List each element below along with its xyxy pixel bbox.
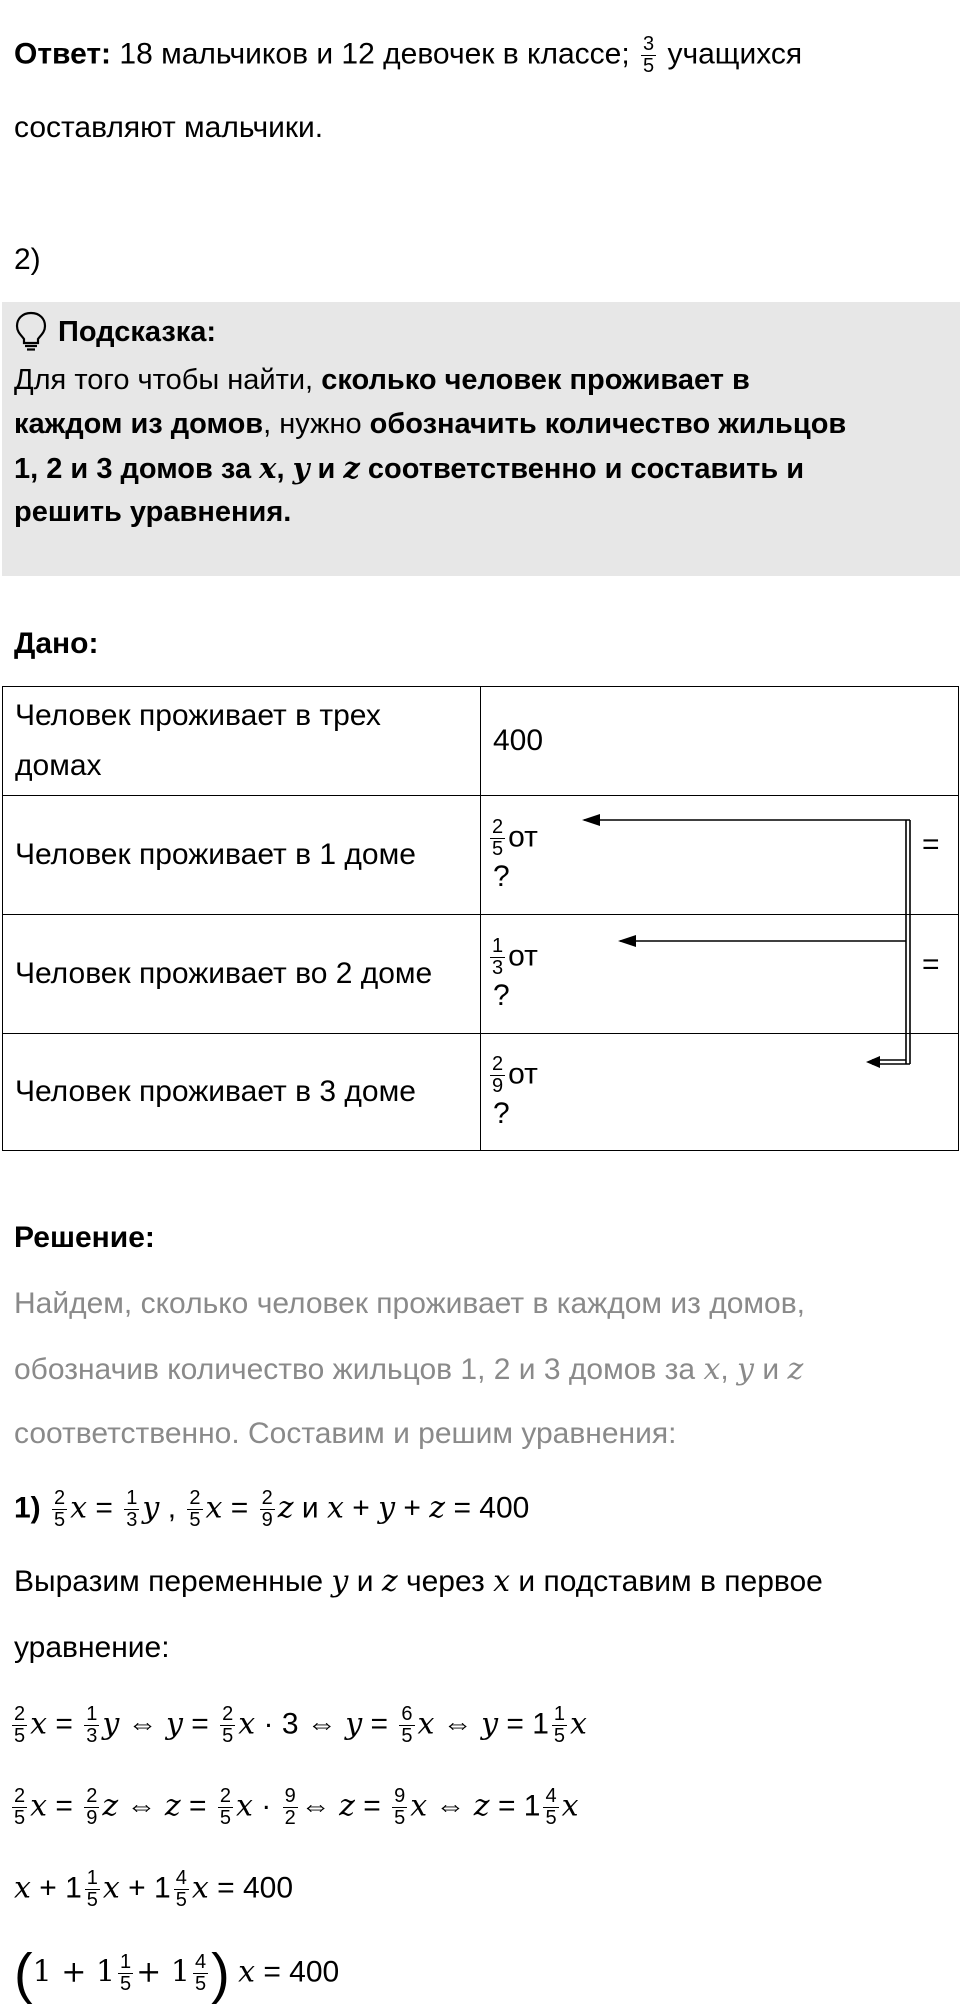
equation-y: $\frac{2}{5}$ x = $\frac{1}{3}$ y ⇔ y = $\frac{2}{5}$ x · 3 ⇔ y = $\frac{6}{5}$ x ⇔ y = 1 $\frac{1}{5}$ x xyxy=(14,1703,587,1747)
row-value: $\frac{2}{5}$ от ? xyxy=(481,796,959,915)
solution-text-2: обозначив количество жильцов 1, 2 и 3 домов за x, y и z xyxy=(14,1352,804,1387)
answer-fraction: $\frac{3}{5}$ xyxy=(643,33,655,77)
arrow-head xyxy=(866,1056,880,1068)
equals-sign: = xyxy=(922,948,940,981)
row-value: $\frac{2}{9}$ от ? xyxy=(481,1034,959,1151)
arrow-head xyxy=(582,814,600,826)
solution-label: Решение: xyxy=(14,1221,155,1254)
equation-step-1: 1) $\frac{2}{5}$ x = $\frac{1}{3}$ y , $\frac{2}{5}$ x = $\frac{2}{9}$ z и x + y + z = 400 xyxy=(14,1487,530,1531)
express-text: Выразим переменные y и z через x и подставим в первое xyxy=(14,1564,823,1599)
row-value: $\frac{1}{3}$ от ? xyxy=(481,915,959,1034)
given-label: Дано: xyxy=(14,627,99,660)
arrow-head xyxy=(618,935,636,947)
row-label: Человек проживает в 3 доме xyxy=(3,1034,481,1151)
solution-text-3: соответственно. Составим и решим уравнения: xyxy=(14,1417,677,1450)
solution-text-1: Найдем, сколько человек проживает в каждом из домов, xyxy=(14,1287,806,1320)
answer-text-2: учащихся xyxy=(667,37,803,71)
equation-factored: (1 + 1 $\frac{1}{5}$ + 1 $\frac{4}{5}$ ) x = 400 xyxy=(14,1941,340,2004)
row-label: Человек проживает в 1 доме xyxy=(3,796,481,915)
answer-line-2: составляют мальчики. xyxy=(14,111,324,144)
part-number: 2) xyxy=(14,243,41,276)
row-label: Человек проживает во 2 доме xyxy=(3,915,481,1034)
equation-z: $\frac{2}{5}$ x = $\frac{2}{9}$ z ⇔ z = $\frac{2}{5}$ x · $\frac{9}{2}$ ⇔ z = $\frac{9}{5}$ x ⇔ z = 1 $\frac{4}{5}$ x xyxy=(14,1785,579,1829)
equation-sum: x + 1 $\frac{1}{5}$ x + 1 $\frac{4}{5}$ x = 400 xyxy=(14,1867,294,1911)
hint-line-3: 1, 2 и 3 домов за x, y и z соответственно и составить и xyxy=(14,451,805,485)
equals-sign: = xyxy=(922,828,940,861)
answer-label: Ответ: xyxy=(14,37,112,71)
answer-text: 18 мальчиков и 12 девочек в классе; xyxy=(119,37,630,71)
hint-line-2: каждом из домов, нужно обозначить количество жильцов xyxy=(14,408,847,440)
hint-line-1: Для того чтобы найти, сколько человек проживает в xyxy=(14,364,750,396)
hint-title: Подсказка: xyxy=(58,316,217,348)
row-label: Человек проживает в трех домах xyxy=(3,687,481,796)
row-value: 400 xyxy=(481,687,959,796)
hint-line-4: решить уравнения. xyxy=(14,496,292,528)
express-text-2: уравнение: xyxy=(14,1631,170,1664)
